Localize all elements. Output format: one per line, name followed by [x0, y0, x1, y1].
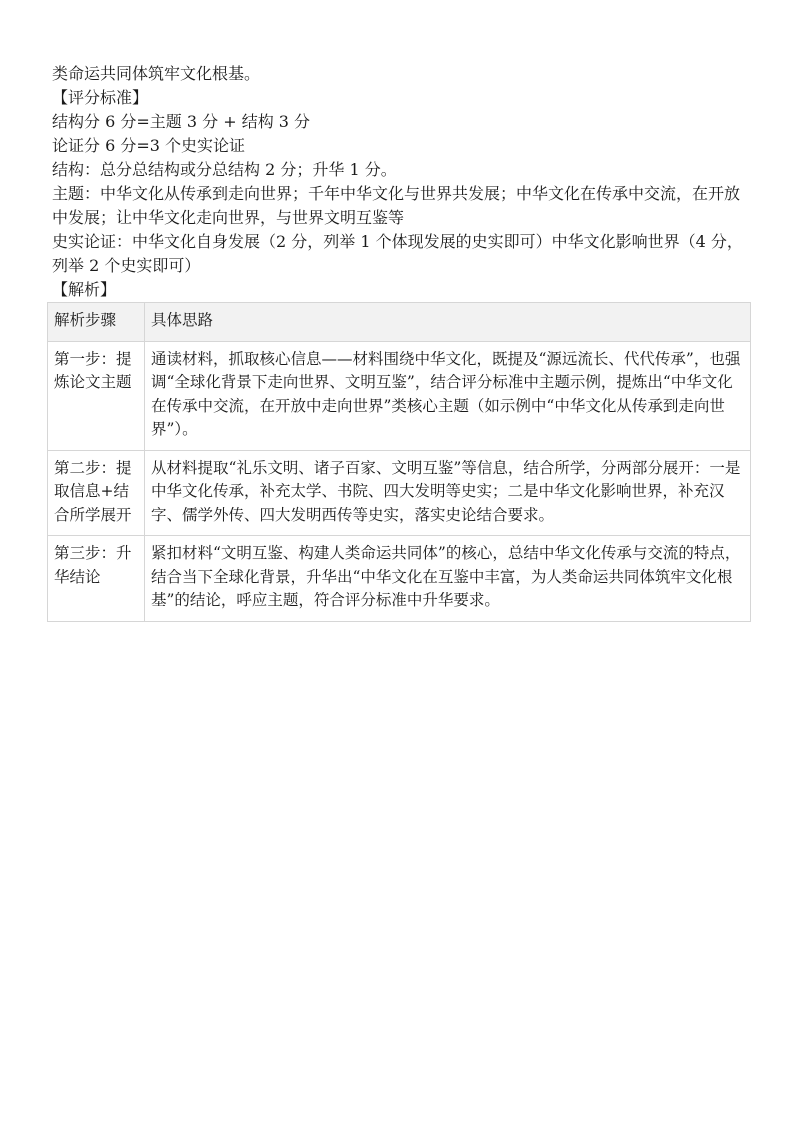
- table-cell-detail: 通读材料，抓取核心信息——材料围绕中华文化，既提及“源远流长、代代传承”，也强调“全球化背景下走向世界、文明互鉴”，结合评分标准中主题示例，提炼出“中华文化在传承中交流，在开放中走向世界”类核心主题（如示例中“中华文化从传承到走向世界”）。: [145, 341, 751, 450]
- document-body: [52, 62, 752, 622]
- text-line-structure-score: 结构分 6 分=主题 3 分 + 结构 3 分: [52, 112, 311, 131]
- text-line-argument-score: 论证分 6 分=3 个史实论证: [52, 136, 246, 155]
- text-line-theme: 主题：中华文化从传承到走向世界；千年中华文化与世界共发展；中华文化在传承中交流，在开放中发展；让中华文化走向世界，与世界文明互鉴等: [52, 184, 741, 227]
- text-line-evidence: 史实论证：中华文化自身发展（2 分，列举 1 个体现发展的史实即可）中华文化影响世界（4 分，列举 2 个史实即可）: [52, 232, 743, 275]
- analysis-table: [47, 302, 751, 622]
- table-cell-step: 第二步：提取信息+结合所学展开: [48, 450, 145, 536]
- text-line-continuation: 类命运共同体筑牢文化根基。: [52, 64, 261, 83]
- table-cell-detail: 紧扣材料“文明互鉴、构建人类命运共同体”的核心，总结中华文化传承与交流的特点，结合当下全球化背景，升华出“中华文化在互鉴中丰富，为人类命运共同体筑牢文化根基”的结论，呼应主题，符合评分标准中升华要求。: [145, 536, 751, 622]
- table-header-row: [48, 303, 751, 342]
- table-row: [48, 536, 751, 622]
- table-cell-detail: 从材料提取“礼乐文明、诸子百家、文明互鉴”等信息，结合所学，分两部分展开：一是中华文化传承，补充太学、书院、四大发明等史实；二是中华文化影响世界，补充汉字、儒学外传、四大发明西传等史实，落实史论结合要求。: [145, 450, 751, 536]
- table-row: [48, 450, 751, 536]
- section-heading-scoring: 【评分标准】: [52, 88, 149, 107]
- table-row: [48, 341, 751, 450]
- table-cell-step: 第一步：提炼论文主题: [48, 341, 145, 450]
- table-cell-step: 第三步：升华结论: [48, 536, 145, 622]
- text-line-structure-detail: 结构：总分总结构或分总结构 2 分；升华 1 分。: [52, 160, 397, 179]
- section-heading-analysis: 【解析】: [52, 280, 117, 299]
- table-header-detail: 具体思路: [145, 303, 751, 342]
- table-header-step: 解析步骤: [48, 303, 145, 342]
